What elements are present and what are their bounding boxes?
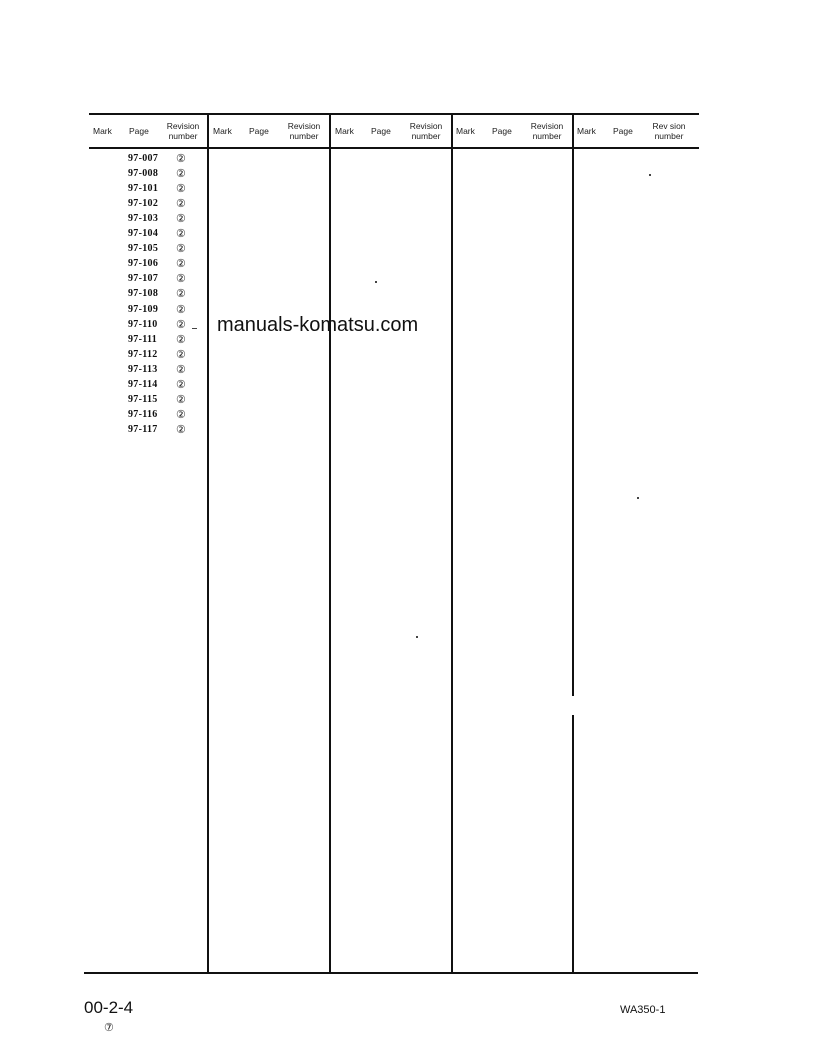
header-group-2 [209,118,329,148]
column-divider-4 [572,113,574,696]
row-revision: ② [176,423,186,436]
row-page: 97-101 [128,183,159,195]
row-revision: ② [176,168,186,181]
table-row [128,304,208,319]
table-row [128,168,208,183]
footer-revision-mark: ⑦ [104,1022,114,1034]
row-revision: ② [176,198,186,211]
scan-speck [637,497,639,499]
header-group-1 [89,118,207,148]
row-page: 97-116 [128,408,158,420]
table-row [128,394,208,409]
row-page: 97-113 [128,363,158,375]
row-page: 97-114 [128,378,158,390]
row-revision: ② [176,258,186,271]
row-revision: ② [176,363,186,376]
table-row [128,228,208,243]
row-page: 97-117 [128,423,158,435]
row-revision: ② [176,408,186,421]
header-revision: Revision number [409,121,443,141]
header-group-4 [453,118,572,148]
column-divider-3 [451,113,453,973]
header-revision: Rev sion number [652,121,686,141]
header-revision: Revision number [287,121,321,141]
header-mark: Mark [335,126,354,136]
table-row [128,364,208,379]
row-revision: ② [176,228,186,241]
row-page: 97-008 [128,168,159,180]
header-mark: Mark [213,126,232,136]
watermark-text: manuals-komatsu.com [217,314,419,336]
row-revision: ② [176,303,186,316]
table-row [128,424,208,439]
row-revision: ② [176,183,186,196]
table-row [128,349,208,364]
column-divider-2 [329,113,331,973]
row-page: 97-110 [128,318,158,330]
row-page: 97-115 [128,393,158,405]
header-page: Page [249,126,269,136]
row-page: 97-108 [128,288,159,300]
scan-speck [649,174,651,176]
row-revision: ② [176,288,186,301]
table-row [128,319,208,334]
header-page: Page [129,126,149,136]
table-row [128,258,208,273]
row-revision: ② [176,378,186,391]
row-revision: ② [176,213,186,226]
header-page: Page [371,126,391,136]
scan-speck [375,281,377,283]
row-page: 97-104 [128,228,159,240]
table-bottom-rule [84,972,698,974]
header-page: Page [613,126,633,136]
row-page: 97-105 [128,243,159,255]
table-row [128,243,208,258]
row-revision: ② [176,243,186,256]
footer-model: WA350-1 [620,1004,666,1016]
row-page: 97-107 [128,273,159,285]
row-page: 97-102 [128,198,159,210]
row-revision: ② [176,273,186,286]
table-row [128,198,208,213]
scan-speck [192,328,197,329]
header-mark: Mark [577,126,596,136]
table-row [128,153,208,168]
row-revision: ② [176,333,186,346]
row-revision: ② [176,393,186,406]
header-revision: Revision number [166,121,200,141]
table-row [128,379,208,394]
table-row [128,334,208,349]
header-group-5 [574,118,698,148]
row-page: 97-007 [128,153,159,164]
row-revision: ② [176,153,186,165]
table-row [128,273,208,288]
row-page: 97-103 [128,213,159,225]
table-row [128,183,208,198]
table-top-rule [89,113,699,115]
table-row [128,213,208,228]
header-page: Page [492,126,512,136]
footer-page-number: 00-2-4 [84,998,134,1017]
row-revision: ② [176,318,186,331]
row-page: 97-109 [128,303,159,315]
table-row [128,288,208,303]
row-page: 97-106 [128,258,159,270]
header-revision: Revision number [530,121,564,141]
header-mark: Mark [456,126,475,136]
column-divider-4-lower [572,715,574,973]
header-mark: Mark [93,126,112,136]
row-revision: ② [176,348,186,361]
row-page: 97-111 [128,333,158,345]
row-page: 97-112 [128,348,158,360]
header-group-3 [331,118,451,148]
scan-speck [416,636,418,638]
table-row [128,409,208,424]
